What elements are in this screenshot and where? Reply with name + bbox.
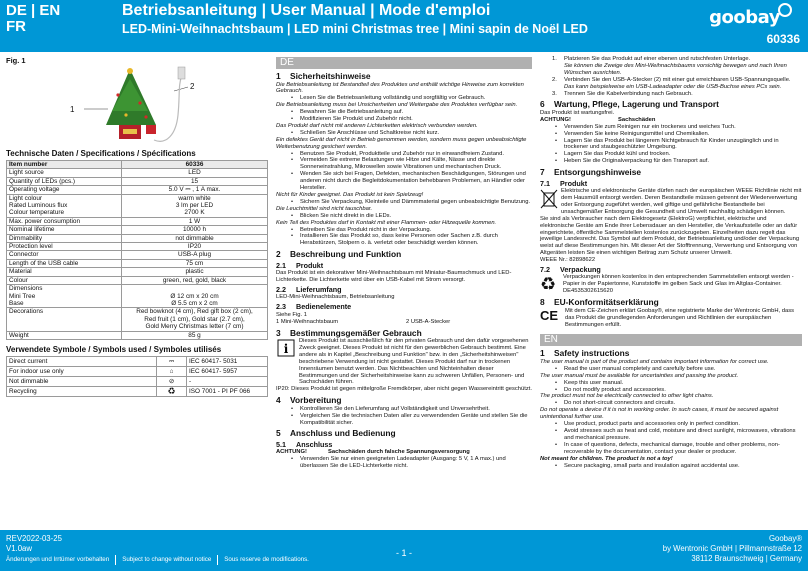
paragraph: Das Produkt darf nicht mit anderen Lichterketten elektrisch verbunden werden. — [276, 122, 478, 129]
table-header-row — [7, 161, 268, 169]
subsection-heading: 2.2 Lieferumfang — [276, 284, 342, 294]
spec-label: Light colour Rated Luminous flux Colour temperature — [7, 194, 122, 217]
numbered-list — [540, 77, 802, 84]
list-item: • Benutzen Sie Produkt, Produktteile und Zubehör nur in einwandfreiem Zustand. — [276, 151, 532, 158]
list-item: • Kontrollieren Sie den Lieferumfang auf Vollständigkeit und Unversehrtheit. — [276, 406, 532, 413]
spec-value: Ø 12 cm x 20 cm Ø 5.5 cm x 2 cm — [122, 285, 268, 308]
control-item: 2 USB-A-Stecker — [406, 318, 451, 325]
symbol-standard: - — [187, 376, 268, 386]
list-item: • Do not modify product and accessories. — [540, 387, 802, 394]
logo-circle-icon — [778, 3, 792, 17]
table-row — [7, 276, 268, 284]
table-row — [7, 169, 268, 177]
table-row — [7, 217, 268, 225]
subsection-heading: 5.1 Anschluss — [276, 439, 333, 449]
list-item: • In case of questions, defects, mechanical damage, trouble and other problems, non-recoverable by the documentation, contact your dealer or producer. — [540, 442, 802, 456]
list-item: • Installieren Sie das Produkt so, dass keine Personen oder Sachen z.B. durch Herabstürzen, Stolpern o. ä. verletzt oder beschädigt werden können. — [276, 233, 532, 247]
footer — [0, 530, 808, 571]
bullet-list — [276, 199, 532, 206]
packaging-register-code: DE4535302615620 — [563, 288, 613, 295]
subsection-heading: 7.1 Produkt — [540, 178, 588, 188]
paragraph: Not meant for children. The product is not a toy! — [540, 455, 673, 462]
article-number: 60336 — [766, 32, 800, 46]
list-item: • Lagern Sie das Produkt bei längerem Nichtgebrauch für Kinder unzugänglich und in trockener und staubgeschützter Umgebung. — [540, 138, 802, 152]
weee-number: WEEE Nr.: 82898622 — [540, 257, 596, 264]
bullet-list — [540, 400, 802, 407]
bullet-list — [540, 124, 802, 165]
spec-label: Operating voltage — [7, 186, 122, 194]
list-item: • Wenden Sie sich bei Fragen, Defekten, mechanischen Beschädigungen, Störungen und anderen nicht durch die Begleitdokumentation behebbaren Problemen, an Händler oder Hersteller. — [276, 171, 532, 192]
table-row — [7, 268, 268, 276]
spec-value: 75 cm — [122, 259, 268, 267]
spec-label: Nominal lifetime — [7, 226, 122, 234]
spec-value: 60336 — [122, 161, 268, 169]
section-heading: 4 Vorbereitung — [276, 395, 342, 406]
section-heading: 6 Wartung, Pflege, Lagerung und Transport — [540, 99, 719, 110]
table-row — [7, 331, 268, 339]
ce-block — [540, 308, 802, 329]
subsection-heading: 2.3 Bedienelemente — [276, 302, 352, 312]
paragraph: Das Produkt ist wartungsfrei. — [540, 109, 615, 116]
section-heading: 3 Bestimmungsgemäßer Gebrauch — [276, 327, 422, 338]
paragraph: Ein defektes Gerät darf nicht in Betrieb genommen werden, sondern muss gegen unbeabsichtigte Weiterbenutzung gesichert werden. — [276, 136, 527, 150]
bullet-list — [276, 95, 532, 102]
spec-value: warm white 3 lm per LED 2700 K — [122, 194, 268, 217]
list-item: • Schließen Sie Anschlüsse und Schaltkreise nicht kurz. — [276, 130, 532, 137]
footer-note: Änderungen und Irrtümer vorbehalten — [6, 556, 110, 563]
section-heading: 2 Beschreibung und Funktion — [276, 249, 402, 260]
spec-value: plastic — [122, 268, 268, 276]
ce-mark-icon: CE — [540, 307, 559, 323]
spec-value: not dimmable — [122, 234, 268, 242]
table-row — [7, 259, 268, 267]
symbol-standard: IEC 60417- 5031 — [187, 356, 268, 366]
symbols-table — [6, 356, 268, 397]
paragraph: The user manual is part of the product and contains important information for correct use. — [540, 358, 769, 365]
bullet-list — [540, 421, 802, 456]
warning-text: Sachschäden — [618, 116, 656, 123]
symbol-label: Direct current — [7, 356, 157, 366]
language-codes — [6, 3, 106, 35]
language-codes-line1: DE | EN — [6, 2, 61, 19]
list-item: 3. Trennen Sie die Kabelverbindung nach Gebrauch. — [540, 91, 802, 98]
bullet-list — [276, 109, 532, 123]
company-city: 38112 Braunschweig | Germany — [691, 554, 802, 563]
control-item: 1 Mini-Weihnachtsbaum — [276, 318, 339, 325]
list-item: • Read the user manual completely and carefully before use. — [540, 366, 802, 373]
house-icon: ⌂ — [157, 366, 187, 376]
table-row — [7, 366, 268, 376]
paragraph: Die Betriebsanleitung muss bei Unsicherheiten und Weitergabe des Produktes verfügbar sein. — [276, 102, 518, 109]
spec-value: LED — [122, 169, 268, 177]
subsection-heading: 2.1 Produkt — [276, 260, 324, 270]
spec-label: Length of the USB cable — [7, 259, 122, 267]
recycling-icon: ♻ — [157, 386, 187, 396]
list-item: • Secure packaging, small parts and insulation against accidental use. — [540, 463, 802, 470]
header — [0, 0, 808, 52]
version: V1.0aw — [6, 544, 33, 553]
spec-label: Decorations — [7, 308, 122, 331]
section-heading: 7 Entsorgungshinweise — [540, 167, 642, 178]
christmas-tree-image — [6, 65, 268, 147]
right-column — [540, 56, 802, 469]
list-item: • Lesen Sie die Betriebsanleitung vollständig und sorgfältig vor Gebrauch. — [276, 95, 532, 102]
table-row — [7, 234, 268, 242]
list-item: • Heben Sie die Originalverpackung für den Transport auf. — [540, 158, 802, 165]
footer-right — [663, 534, 802, 564]
table-row — [7, 285, 268, 308]
table-row — [7, 308, 268, 331]
spec-label: Dimensions Mini Tree Base — [7, 285, 122, 308]
document-title: Betriebsanleitung | User Manual | Mode d'emploi — [122, 2, 491, 19]
bullet-list — [540, 380, 802, 394]
crossed-bin-icon — [540, 188, 558, 210]
spec-label: Dimmability — [7, 234, 122, 242]
symbol-standard: IEC 60417- 5957 — [187, 366, 268, 376]
list-item: • Modifizieren Sie Produkt und Zubehör nicht. — [276, 116, 532, 123]
bullet-list — [276, 456, 532, 470]
warning-label: ACHTUNG! — [540, 116, 571, 123]
numbered-list — [540, 91, 802, 98]
list-item-note: Das kann beispielweise ein USB-Ladeadapter oder die USB-Buchse eines PCs sein. — [564, 83, 782, 90]
paragraph: LED-Mini-Weihnachtsbaum, Betriebsanleitung — [276, 294, 395, 301]
list-item: • Vermeiden Sie extreme Belastungen wie Hitze und Kälte, Nässe und direkte Sonneneinstrahlung, Mikrowellen sowie Vibrationen und mechanischen Druck. — [276, 157, 532, 171]
paragraph: Do not operate a device if it is not in working order. In such cases, it must be secured against unintentional further use. — [540, 407, 779, 421]
list-item: • Verwenden Sie nur einen geeigneten Ladeadapter (Ausgang: 5 V, 1 A max.) und überlassen Sie die LED-Lichterkette nicht. — [276, 456, 532, 470]
footer-note: Sous reserve de modifications. — [217, 555, 315, 565]
spec-value: 1 W — [122, 217, 268, 225]
intended-use-block — [276, 338, 532, 386]
list-item: • Blicken Sie nicht direkt in die LEDs. — [276, 213, 532, 220]
warning-line — [276, 449, 532, 456]
table-row — [7, 243, 268, 251]
paragraph: Sie sind als Verbraucher nach dem Elektrogesetz (ElektroG) verpflichtet, elektrische und elektronische Geräte am Ende ihrer Lebensdauer an den Hersteller, die Verkaufsstelle oder an dafür eingerichtete, öffentliche Sammelstellen kostenlos zurückzugeben. Einzelheiten dazu regelt das jeweilige Landesrecht. Das Symbol auf dem Produkt, der Betriebsanleitung und/oder der Verpackung weist auf diese Bestimmungen hin. Mit dieser Art der Stofftrennung, Verwertung und Entsorgung von Altgeräten leisten Sie einen wichtigen Beitrag zum Schutz unserer Umwelt. — [540, 215, 800, 257]
middle-column — [276, 56, 532, 470]
table-row — [7, 177, 268, 185]
specs-table — [6, 160, 268, 340]
table-row — [7, 386, 268, 396]
controls-list — [276, 319, 532, 326]
spec-label: Colour — [7, 276, 122, 284]
spec-label: Connector — [7, 251, 122, 259]
section-heading: 1 Safety instructions — [540, 348, 630, 359]
product-figure — [6, 65, 268, 147]
table-row — [7, 226, 268, 234]
table-row — [7, 194, 268, 217]
goobay-logo — [709, 3, 792, 31]
language-codes-line2: FR — [6, 18, 26, 35]
warning-line — [540, 117, 802, 124]
spec-value: 85 g — [122, 331, 268, 339]
section-heading: 5 Anschluss und Bedienung — [276, 428, 396, 439]
list-item: • Vergleichen Sie die technischen Daten aller zu verwendenden Geräte und stellen Sie die Kompatibilität sicher. — [276, 413, 532, 427]
paragraph: The product must not be electrically connected to other light chains. — [540, 393, 714, 400]
figure-callout-1: 1 — [70, 105, 75, 114]
paragraph: Nicht für Kinder geeignet. Das Produkt ist kein Spielzeug! — [276, 192, 424, 198]
list-item: • Verwenden Sie zum Reinigen nur ein trockenes und weiches Tuch. — [540, 124, 802, 131]
spec-label: Item number — [7, 161, 122, 169]
spec-value: green, red, gold, black — [122, 276, 268, 284]
document-subtitle: LED-Mini-Weihnachtsbaum | LED mini Christmas tree | Mini sapin de Noël LED — [122, 22, 588, 36]
paragraph: Die Leuchtmittel sind nicht tauschbar. — [276, 205, 373, 212]
symbol-label: Not dimmable — [7, 376, 157, 386]
paragraph: Verpackungen können kostenlos in den entsprechenden Sammelstellen entsorgt werden - Papier in der Papiertonne, Kunststoffe im gelben Sack und Glas im Altglas-Container. — [563, 274, 794, 288]
bullet-list — [540, 463, 802, 470]
paragraph: Mit dem CE-Zeichen erklärt Goobay®, eine registrierte Marke der Wentronic GmbH, dass das Produkt die grundlegenden Anforderungen und Richtlinien der europäischen Bestimmungen erfüllt. — [565, 307, 795, 328]
section-heading: 8 EU-Konformitätserklärung — [540, 297, 659, 308]
page-number: - 1 - — [395, 548, 412, 558]
spec-label: Quantity of LEDs (pcs.) — [7, 177, 122, 185]
list-item: • Use product, product parts and accessories only in perfect condition. — [540, 421, 802, 428]
spec-value: 5.0 V ⎓ , 1 A max. — [122, 186, 268, 194]
not-dimmable-icon: ⊘ — [157, 376, 187, 386]
warning-text: Sachschäden durch falsche Spannungsversorgung — [328, 449, 470, 456]
spec-label: Protection level — [7, 243, 122, 251]
spec-value: USB-A plug — [122, 251, 268, 259]
paragraph: IP20: Dieses Produkt ist gegen mittelgroße Fremdkörper, aber nicht gegen Wassereintritt geschützt. — [276, 386, 532, 393]
revision-date: REV2022-03-25 — [6, 534, 62, 543]
recycling-icon: ♻ — [540, 274, 557, 295]
company-address: by Wentronic GmbH | Pillmannstraße 12 — [662, 544, 802, 553]
language-bar-en: EN — [540, 334, 802, 346]
spec-label: Light source — [7, 169, 122, 177]
spec-value: IP20 — [122, 243, 268, 251]
spec-value: 10000 h — [122, 226, 268, 234]
list-item: • Bewahren Sie die Betriebsanleitung auf. — [276, 109, 532, 116]
list-item: 1. Platzieren Sie das Produkt auf einer ebenen und rutschfesten Unterlage. — [540, 56, 802, 63]
bullet-list — [276, 130, 532, 137]
spec-value: 15 — [122, 177, 268, 185]
paragraph: Siehe Fig. 1 — [276, 311, 307, 318]
warning-label: ACHTUNG! — [276, 449, 307, 456]
footer-note: Subject to change without notice — [115, 555, 217, 565]
symbol-standard: ISO 7001 - PI PF 066 — [187, 386, 268, 396]
list-item: 2. Verbinden Sie den USB-A-Stecker (2) mit einer gut erreichbaren USB-Spannungsquelle. — [540, 77, 802, 84]
table-row — [7, 376, 268, 386]
bullet-list — [540, 366, 802, 373]
list-item: • Do not short-circuit connectors and circuits. — [540, 400, 802, 407]
table-row — [7, 251, 268, 259]
table-row — [7, 356, 268, 366]
bullet-list — [276, 406, 532, 427]
packaging-block — [540, 274, 802, 295]
paragraph: The user manual must be available for uncertainties and passing the product. — [540, 372, 739, 379]
list-item: • Keep this user manual. — [540, 380, 802, 387]
section-heading: 1 Sicherheitshinweise — [276, 71, 371, 81]
paragraph: Das Produkt ist ein dekorativer Mini-Weihnachtsbaum mit Miniatur-Baumschmuck und LED-Lichterkette. Die Lichterkette wird über ein USB-Kabel mit Strom versorgt. — [276, 270, 512, 284]
numbered-list — [540, 56, 802, 63]
list-item: • Betreiben Sie das Produkt nicht in der Verpackung. — [276, 227, 532, 234]
spec-label: Max. power consumption — [7, 217, 122, 225]
symbol-label: Recycling — [7, 386, 157, 396]
list-item: • Avoid stresses such as heat and cold, moisture and direct sunlight, microwaves, vibrations and mechanical pressure. — [540, 428, 802, 442]
symbols-title: Verwendete Symbole / Symbols used / Symboles utilisés — [6, 344, 222, 354]
list-item: • Sichern Sie Verpackung, Kleinteile und Dämmmaterial gegen unbeabsichtigte Benutzung. — [276, 199, 532, 206]
paragraph: Dieses Produkt ist ausschließlich für den privaten Gebrauch und den dafür vorgesehenen Zweck geeignet. Dieses Produkt ist nicht für den gewerblichen Gebrauch bestimmt. Eine andere als in Kapitel „Beschreibung und Funktion" bzw. in den „Sicherheitshinweisen" beschriebene Verwendung ist nicht gestattet. Dieses Produkt darf nur in trockenen Innenräumen benutzt werden. Das Nichtbeachten und Nichteinhalten dieser Bestimmungen und der Sicherheitshinweise kann zu schweren Unfällen, Personen- und Sachschäden führen. — [299, 338, 529, 386]
list-item: • Lagern Sie das Produkt kühl und trocken. — [540, 151, 802, 158]
spec-value: Red bowknot (4 cm), Red gift box (2 cm), Red fruit (1 cm), Gold star (2.7 cm), Gold Merry Christmas letter (7 cm) — [122, 308, 268, 331]
logo-text: goobay — [709, 7, 780, 28]
weee-block — [540, 188, 802, 216]
paragraph: Die Betriebsanleitung ist Bestandteil des Produktes und enthält wichtige Hinweise zum korrekten Gebrauch. — [276, 81, 524, 95]
list-item-note: Sie können die Zweige des Mini-Weihnachtsbaums vorsichtig bewegen und nach Ihren Wünschen ausrichten. — [564, 62, 787, 76]
manual-info-icon — [276, 338, 296, 358]
symbol-label: For indoor use only — [7, 366, 157, 376]
spec-label: Material — [7, 268, 122, 276]
left-column — [6, 56, 268, 397]
list-item: • Verwenden Sie keine Reinigungsmittel und Chemikalien. — [540, 131, 802, 138]
figure-callout-2: 2 — [190, 82, 195, 91]
bullet-list — [276, 151, 532, 192]
paragraph: Kein Teil des Produktes darf in Kontakt mit einer Flammen- oder Hitzequelle kommen. — [276, 219, 497, 226]
language-bar-de: DE — [276, 57, 532, 69]
table-row — [7, 186, 268, 194]
specs-title: Technische Daten / Specifications / Spécifications — [6, 149, 196, 158]
bullet-list — [276, 213, 532, 220]
brand-name: Goobay® — [768, 534, 802, 543]
bullet-list — [276, 227, 532, 248]
spec-label: Weight — [7, 331, 122, 339]
direct-current-icon: ⎓ — [157, 356, 187, 366]
paragraph: Elektrische und elektronische Geräte dürfen nach der europäischen WEEE Richtlinie nicht mit dem Hausmüll entsorgt werden. Deren Bestandteile müssen getrennt der Wiederverwertung oder Entsorgung zugeführt werden, weil giftige und gefährliche Bestandteile bei unsachgemäßer Entsorgung die Gesundheit und Umwelt nachhaltig schädigen können. — [561, 188, 802, 215]
svg-text:i: i — [283, 342, 289, 356]
subsection-heading: 7.2 Verpackung — [540, 265, 601, 275]
figure-title: Fig. 1 — [6, 56, 26, 65]
